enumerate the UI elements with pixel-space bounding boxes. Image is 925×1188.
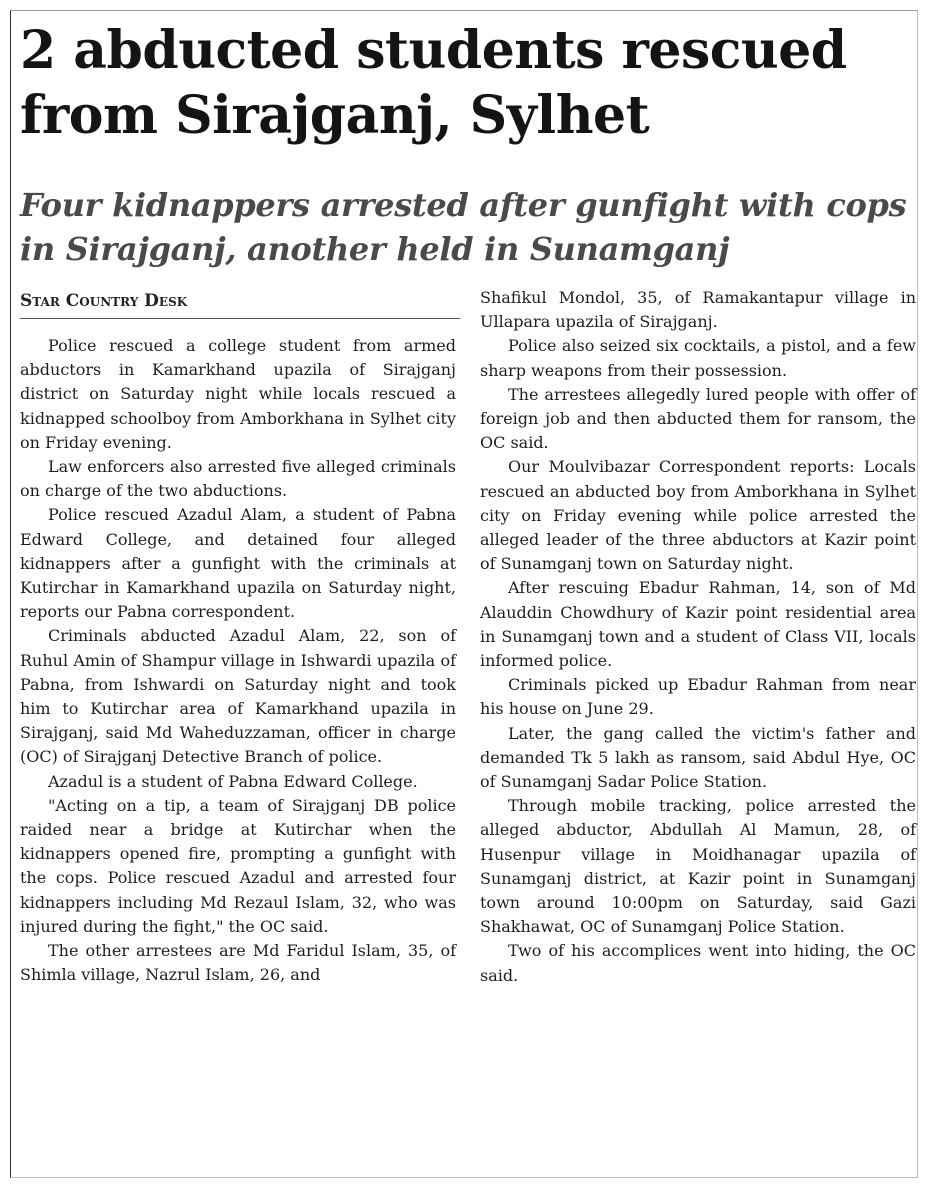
subheadline: Four kidnappers arrested after gunfight with cops in Sirajganj, another held in Sunamganj [20, 186, 907, 268]
byline-divider [20, 318, 460, 319]
paragraph: The arrestees allegedly lured people with offer of foreign job and then abducted them for ransom, the OC said. [480, 384, 916, 453]
byline: Star Country Desk [20, 291, 188, 311]
paragraph: Two of his accomplices went into hiding, the OC said. [480, 941, 916, 985]
paragraph: Azadul is a student of Pabna Edward College. [48, 771, 418, 791]
paragraph: Police rescued Azadul Alam, a student of Pabna Edward College, and detained four alleged kidnappers after a gunfight with the criminals at Kutirchar in Kamarkhand upazila on Saturday night, reports our Pabna correspondent. [20, 505, 456, 622]
headline: 2 abducted students rescued from Sirajganj, Sylhet [20, 20, 847, 146]
paragraph: Criminals abducted Azadul Alam, 22, son of Ruhul Amin of Shampur village in Ishwardi upazila of Pabna, from Ishwardi on Saturday night and took him to Kutirchar area of Kamarkhand upazila in Sirajganj, said Md Waheduzzaman, officer in charge (OC) of Sirajganj Detective Branch of police. [20, 626, 456, 767]
paragraph: Law enforcers also arrested five alleged criminals on charge of the two abductions. [20, 457, 456, 501]
article-column-1 [20, 334, 456, 987]
paragraph: Our Moulvibazar Correspondent reports: Locals rescued an abducted boy from Amborkhana in Sylhet city on Friday evening while police arrested the alleged leader of the three abductors at Kazir point of Sunamganj town on Saturday night. [480, 457, 916, 574]
article-column-2 [480, 286, 916, 988]
paragraph: After rescuing Ebadur Rahman, 14, son of Md Alauddin Chowdhury of Kazir point residential area in Sunamganj town and a student of Class VII, locals informed police. [480, 578, 916, 671]
paragraph: Later, the gang called the victim's father and demanded Tk 5 lakh as ransom, said Abdul Hye, OC of Sunamganj Sadar Police Station. [480, 723, 916, 792]
paragraph: Shafikul Mondol, 35, of Ramakantapur village in Ullapara upazila of Sirajganj. [480, 288, 916, 332]
paragraph: "Acting on a tip, a team of Sirajganj DB police raided near a bridge at Kutirchar when the kidnappers opened fire, prompting a gunfight with the cops. Police rescued Azadul and arrested four kidnappers including Md Rezaul Islam, 32, who was injured during the fight," the OC said. [20, 795, 456, 936]
paragraph: Police rescued a college student from armed abductors in Kamarkhand upazila of Sirajganj district on Saturday night while locals rescued a kidnapped schoolboy from Amborkhana in Sylhet city on Friday evening. [20, 336, 456, 452]
paragraph: Police also seized six cocktails, a pistol, and a few sharp weapons from their possession. [480, 336, 916, 380]
paragraph: Criminals picked up Ebadur Rahman from near his house on June 29. [480, 675, 916, 719]
paragraph: The other arrestees are Md Faridul Islam, 35, of Shimla village, Nazrul Islam, 26, and [20, 941, 456, 985]
paragraph: Through mobile tracking, police arrested the alleged abductor, Abdullah Al Mamun, 28, of Husenpur village in Moidhanagar upazila of Sunamganj district, at Kazir point in Sunamganj town around 10:00pm on Saturday, said Gazi Shakhawat, OC of Sunamganj Police Station. [480, 796, 916, 937]
